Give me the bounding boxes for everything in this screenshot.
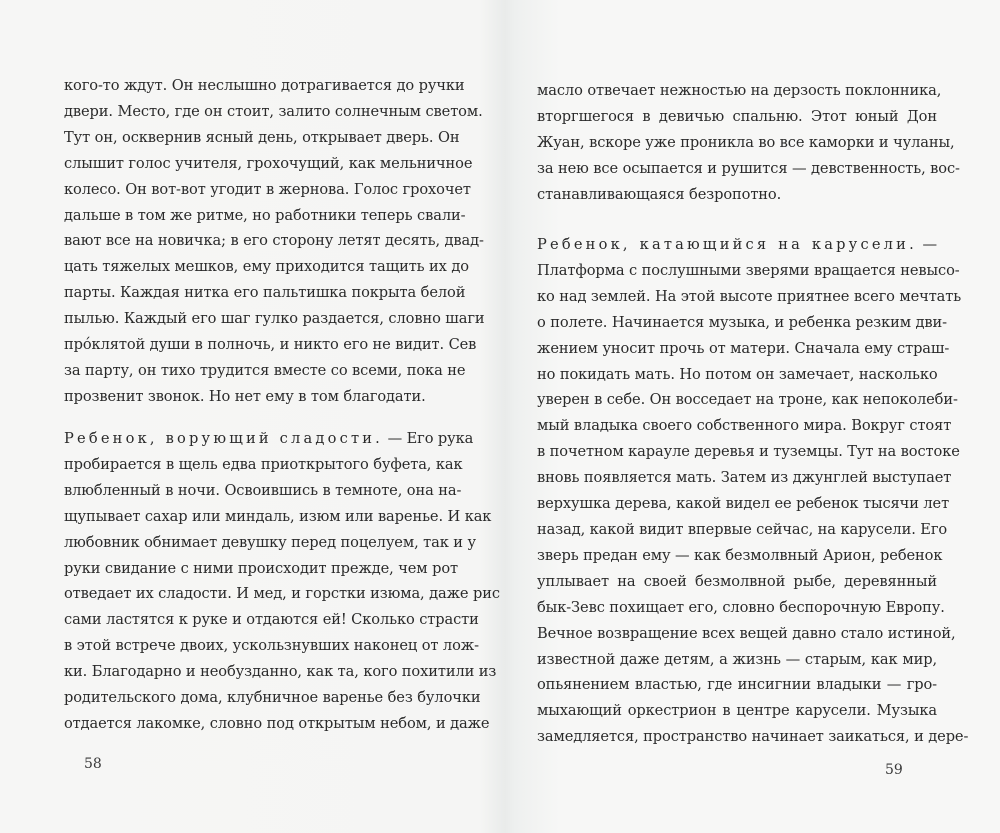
text-line: мый владыка своего собственного мира. Вокруг стоят bbox=[537, 417, 952, 435]
text-line: пробирается в щель едва приоткрытого буфета, как bbox=[64, 455, 463, 473]
text-line: отведает их сладости. И мед, и горстки изюма, даже рис bbox=[64, 585, 500, 603]
text-line: колесо. Он вот-вот угодит в жернова. Голос грохочет bbox=[64, 180, 471, 198]
text-line: уверен в себе. Он восседает на троне, как непоколеби- bbox=[537, 391, 958, 409]
text-line: ко над землей. На этой высоте приятнее всего мечтать bbox=[537, 287, 962, 305]
text-line: прóклятой души в полночь, и никто его не видит. Сев bbox=[64, 336, 477, 354]
text-line: зверь предан ему — как безмолвный Арион, ребенок bbox=[537, 546, 943, 564]
text-line: в этой встрече двоих, ускользнувших наконец от лож- bbox=[64, 637, 479, 655]
text-line: за нею все осыпается и рушится — девственность, вос- bbox=[537, 159, 960, 177]
left-paragraph-1 bbox=[64, 73, 485, 410]
text-line: руки свидание с ними происходит прежде, чем рот bbox=[64, 559, 458, 577]
text-line: Тут он, осквернив ясный день, открывает дверь. Он bbox=[64, 128, 460, 146]
text-line: уплывает на своей безмолвной рыбе, деревянный bbox=[537, 572, 937, 590]
text-line: масло отвечает нежностью на дерзость поклонника, bbox=[537, 82, 942, 99]
text-line: цать тяжелых мешков, ему приходится тащить их до bbox=[64, 258, 469, 276]
text-line: но покидать мать. Но потом он замечает, насколько bbox=[537, 365, 938, 383]
text-line: вновь появляется мать. Затем из джунглей выступает bbox=[537, 469, 952, 487]
section-heading: Ребенок, катающийся на карусели. bbox=[537, 236, 917, 253]
text-line: известной даже детям, а жизнь — старым, как мир, bbox=[537, 650, 937, 668]
text-line: дальше в том же ритме, но работники теперь свали- bbox=[64, 206, 466, 224]
left-paragraph-2 bbox=[64, 426, 500, 737]
text-line: кого-то ждут. Он неслышно дотрагивается до ручки bbox=[64, 77, 465, 94]
text-line: парты. Каждая нитка его пальтишка покрыта белой bbox=[64, 284, 466, 302]
text-line: прозвенит звонок. Но нет ему в том благодати. bbox=[64, 387, 426, 405]
text-line: ки. Благодарно и необузданно, как та, кого похитили из bbox=[64, 663, 497, 681]
text-line: пылью. Каждый его шаг гулко раздается, словно шаги bbox=[64, 310, 485, 328]
text-line: жением уносит прочь от матери. Сначала ему страш- bbox=[537, 339, 950, 357]
text-line: двери. Место, где он стоит, залито солнечным светом. bbox=[64, 102, 483, 120]
page-number-right: 59 bbox=[885, 762, 903, 778]
text-line: в почетном карауле деревья и туземцы. Тут на востоке bbox=[537, 443, 960, 461]
text-line: вают все на новичка; в его сторону летят десять, двад- bbox=[64, 232, 484, 250]
text-line: сами ластятся к руке и отдаются ей! Сколько страсти bbox=[64, 611, 479, 629]
section-first-line-rest: — Его рука bbox=[383, 430, 474, 447]
text-line: отдается лакомке, словно под открытым небом, и даже bbox=[64, 714, 490, 732]
text-line: Вечное возвращение всех вещей давно стало истиной, bbox=[537, 624, 956, 642]
text-line: влюбленный в ночи. Освоившись в темноте, она на- bbox=[64, 481, 462, 499]
text-line: опьянением властью, где инсигнии владыки — гро- bbox=[537, 676, 937, 694]
section-heading: Ребенок, ворующий сладости. bbox=[64, 430, 384, 447]
right-paragraph-2 bbox=[537, 232, 969, 750]
section-first-line bbox=[64, 426, 474, 452]
text-line: вторгшегося в девичью спальню. Этот юный Дон bbox=[537, 107, 937, 125]
text-line: мыхающий оркестрион в центре карусели. Музыка bbox=[537, 702, 937, 720]
text-line: станавливающаяся безропотно. bbox=[537, 185, 782, 203]
text-line: о полете. Начинается музыка, и ребенка резким дви- bbox=[537, 313, 947, 331]
text-line: Жуан, вскоре уже проникла во все каморки и чуланы, bbox=[537, 133, 955, 151]
text-line: слышит голос учителя, грохочущий, как мельничное bbox=[64, 154, 473, 172]
text-line: за парту, он тихо трудится вместе со всеми, пока не bbox=[64, 361, 466, 379]
text-line: щупывает сахар или миндаль, изюм или варенье. И как bbox=[64, 507, 492, 525]
text-line: любовник обнимает девушку перед поцелуем, так и у bbox=[64, 533, 476, 551]
page-number-left: 58 bbox=[84, 756, 102, 772]
section-first-line bbox=[537, 232, 937, 258]
text-line: родительского дома, клубничное варенье без булочки bbox=[64, 689, 481, 707]
section-first-line-rest: — bbox=[916, 236, 937, 253]
text-line: верхушка дерева, какой видел ее ребенок тысячи лет bbox=[537, 495, 950, 513]
text-line: назад, какой видит впервые сейчас, на карусели. Его bbox=[537, 520, 948, 538]
text-line: бык-Зевс похищает его, словно беспорочную Европу. bbox=[537, 598, 945, 616]
right-paragraph-1 bbox=[537, 78, 960, 208]
right-page bbox=[505, 0, 1000, 833]
text-line: Платформа с послушными зверями вращается невысо- bbox=[537, 261, 960, 279]
text-line: замедляется, пространство начинает заикаться, и дере- bbox=[537, 728, 969, 746]
